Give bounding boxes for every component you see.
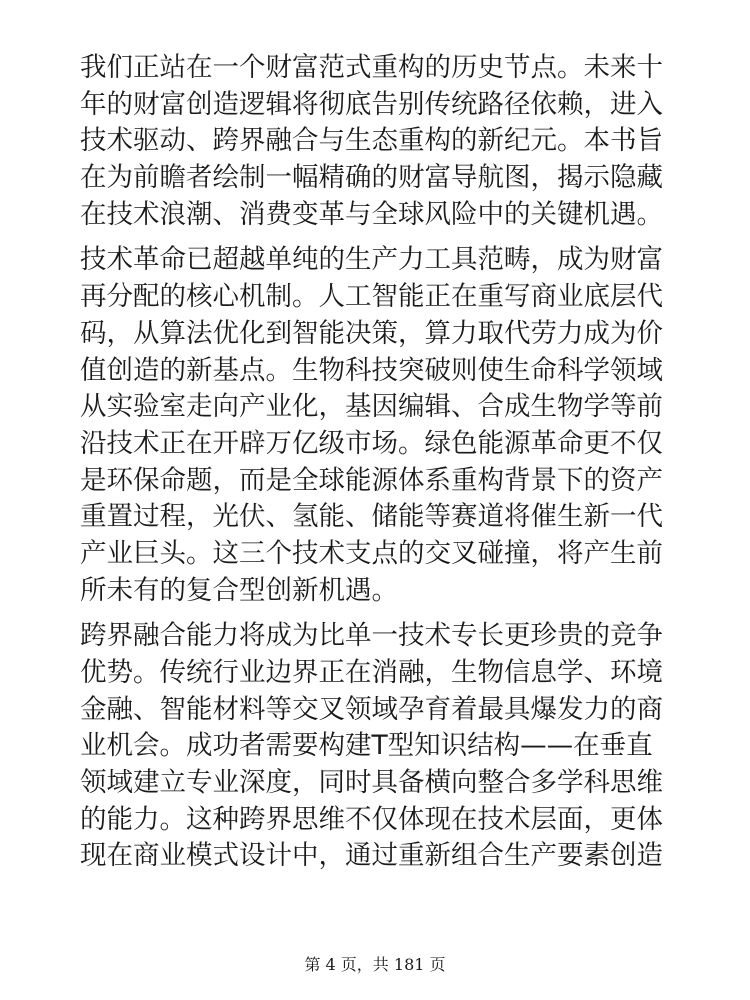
text-line: 优势。传统行业边界正在消融，生物信息学、环境 — [80, 657, 663, 688]
text-line: 现在商业模式设计中，通过重新组合生产要素创造 — [80, 840, 663, 872]
text-line: 在为前瞻者绘制一幅精确的财富导航图，揭示隐藏 — [80, 162, 663, 194]
text-line: 是环保命题，而是全球能源体系重构背景下的资产 — [80, 464, 663, 496]
text-line: 产业巨头。这三个技术支点的交叉碰撞，将产生前 — [80, 537, 663, 569]
text-line: 所未有的复合型创新机遇。 — [80, 574, 398, 606]
text-line: 跨界融合能力将成为比单一技术专长更珍贵的竞争 — [80, 620, 663, 652]
text-line: 值创造的新基点。生物科技突破则使生命科学领域 — [80, 354, 663, 386]
text-line: 业机会。成功者需要构建T型知识结构——在垂直 — [80, 730, 653, 762]
text-line: 在技术浪潮、消费变革与全球风险中的关键机遇。 — [80, 198, 663, 230]
text-line: 的能力。这种跨界思维不仅体现在技术层面，更体 — [80, 803, 663, 835]
text-line: 金融、智能材料等交叉领域孕育着最具爆发力的商 — [80, 693, 663, 725]
text-line: 我们正站在一个财富范式重构的历史节点。未来十 — [80, 52, 663, 83]
body-text — [80, 50, 674, 884]
text-line: 再分配的核心机制。人工智能正在重写商业底层代 — [80, 281, 663, 313]
text-line: 从实验室走向产业化，基因编辑、合成生物学等前 — [80, 391, 663, 423]
text-line: 领域建立专业深度，同时具备横向整合多学科思维 — [80, 767, 663, 799]
paragraph-1 — [80, 50, 674, 233]
page-number-footer: 第 4 页，共 181 页 — [304, 955, 446, 974]
text-line: 技术革命已超越单纯的生产力工具范畴，成为财富 — [80, 244, 663, 276]
text-line: 年的财富创造逻辑将彻底告别传统路径依赖，进入 — [80, 88, 663, 120]
paragraph-3 — [80, 618, 674, 875]
paragraph-2 — [80, 242, 674, 609]
text-line: 重置过程，光伏、氢能、储能等赛道将催生新一代 — [80, 501, 663, 533]
text-line: 技术驱动、跨界融合与生态重构的新纪元。本书旨 — [80, 125, 663, 157]
text-line: 沿技术正在开辟万亿级市场。绿色能源革命更不仅 — [80, 427, 663, 459]
text-line: 码，从算法优化到智能决策，算力取代劳力成为价 — [80, 317, 663, 349]
